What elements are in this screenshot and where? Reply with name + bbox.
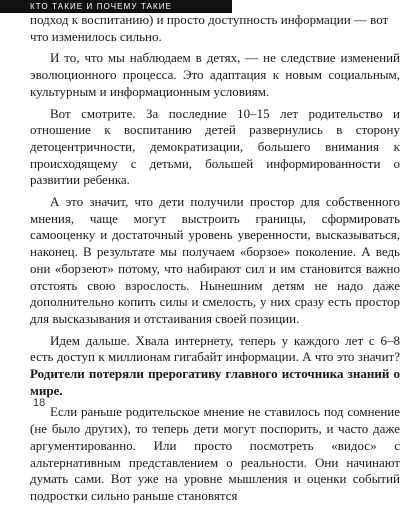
paragraph-5 [30, 333, 400, 400]
paragraph-5-bold: Родители потеряли прерогативу главного источника знаний о мире. [30, 366, 400, 398]
page-number: 18 [33, 397, 46, 409]
paragraph-3: Вот смотрите. За последние 10–15 лет родительство и отношение к воспитанию детей развернулись в сторону детоцентричности, демократизации, большего внимания к происходящему с детьми, большей информированности о развитии ребенка. [30, 105, 400, 188]
paragraph-2: И то, что мы наблюдаем в детях, — не следствие изменений эволюционного процесса. Это адаптация к новым социальным, культурным и информационным условиям. [30, 50, 400, 99]
page-body [30, 12, 400, 505]
paragraph-5-text: Идем дальше. Хвала интернету, теперь у каждого лет с 6–8 есть доступ к миллионам гигабайт информации. А что это значит? [30, 332, 400, 365]
running-head-text: КТО ТАКИЕ И ПОЧЕМУ ТАКИЕ [30, 2, 173, 11]
paragraph-4: А это значит, что дети получили простор для собственного мнения, чаще могут выстроить границы, сформировать самооценку и достаточный уровень уверенности, высказываться, наконец. В результате мы получаем «борзое» поколение. А ведь они «борзеют» потому, что набирают сил и им становится важно отстоять свою взрослость. Нынешним детям не надо даже дополнительно копить силы и смелость, у них сразу есть простор для высказывания и отстаивания своей позиции. [30, 194, 400, 326]
paragraph-1: подход к воспитанию) и просто доступность информации — вот что изменилось сильно. [30, 12, 389, 44]
paragraph-6: Если раньше родительское мнение не ставилось под сомнение (не было других), то теперь дети могут поспорить, и часто даже аргументированно. Или просто посмотреть «видос» с альтернативным представлением о реальности. Они начинают думать сами. Вот уже на уровне мышления и оценки событий подростки сильно раньше становятся [30, 404, 400, 503]
